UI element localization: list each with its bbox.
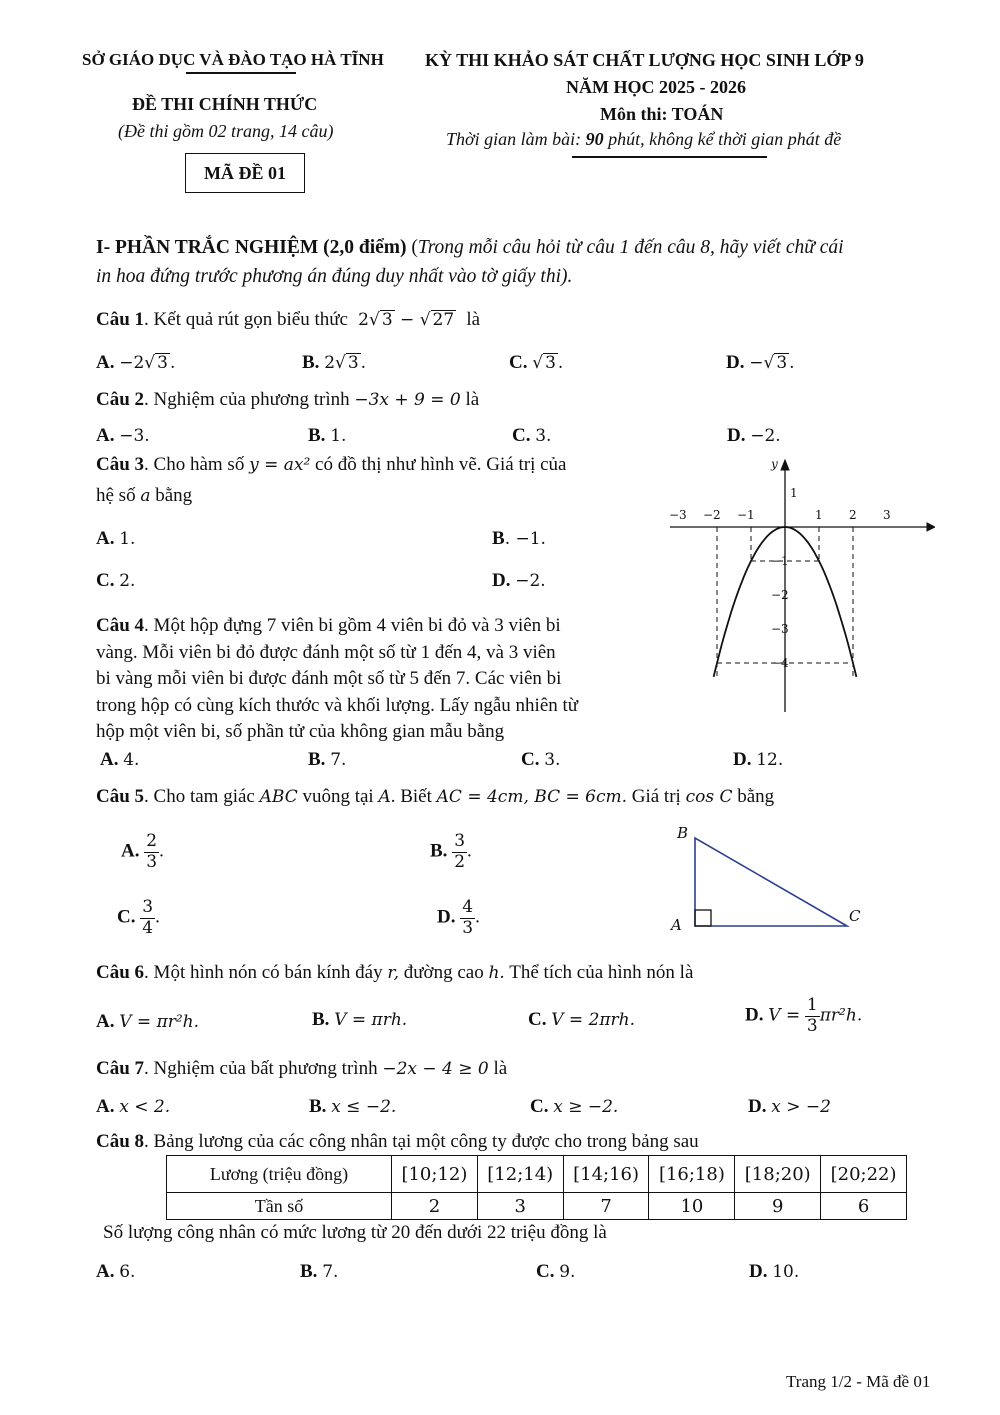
q6-option-d[interactable]: D. V = $\frac{1}{3}$ πr²h. xyxy=(745,995,863,1036)
table-cell-interval: [20;22) xyxy=(821,1156,907,1193)
table-cell-frequency: 7 xyxy=(563,1193,649,1220)
q6-option-a[interactable]: A. V = πr²h. xyxy=(96,1011,200,1032)
header-underline-left xyxy=(186,72,296,74)
x-tick-label: −2 xyxy=(703,508,721,522)
table-cell-frequency: 9 xyxy=(735,1193,821,1220)
y-axis-label: y xyxy=(771,457,778,471)
q3-option-a[interactable]: A. 1. xyxy=(96,528,136,549)
q5-option-d[interactable]: D. $\frac{4}{3}$ . xyxy=(437,897,480,938)
table-header-salary: Lương (triệu đồng) xyxy=(167,1156,392,1193)
table-cell-interval: [16;18) xyxy=(649,1156,735,1193)
q1-stem: Câu 1. Kết quả rút gọn biểu thức 2√ 3 − √ 27 là xyxy=(96,309,481,330)
q2-stem: Câu 2. Nghiệm của phương trình −3x + 9 = 0 là xyxy=(96,389,480,410)
y-axis-arrow xyxy=(781,460,789,470)
q3-option-b[interactable]: B. −1. xyxy=(492,528,546,549)
q3-option-d[interactable]: D. −2. xyxy=(492,570,546,591)
q3-parabola-graph xyxy=(665,450,935,715)
q1-option-c[interactable]: C. √ 3 . xyxy=(509,352,564,373)
right-angle-mark xyxy=(695,910,711,926)
q6-option-b[interactable]: B. V = πrh. xyxy=(312,1009,408,1030)
department-name: SỞ GIÁO DỤC VÀ ĐÀO TẠO HÀ TĨNH xyxy=(82,50,384,69)
table-header-frequency: Tần số xyxy=(167,1193,392,1220)
x-tick-label: 1 xyxy=(815,508,823,522)
q5-option-c[interactable]: C. $\frac{3}{4}$ . xyxy=(117,897,160,938)
page-footer: Trang 1/2 - Mã đề 01 xyxy=(786,1372,931,1391)
q1-option-b[interactable]: B. 2√ 3 . xyxy=(302,352,367,373)
y-tick-label: −4 xyxy=(771,656,789,670)
table-cell-interval: [12;14) xyxy=(477,1156,563,1193)
official-label: ĐỀ THI CHÍNH THỨC xyxy=(132,94,318,114)
table-cell-frequency: 3 xyxy=(477,1193,563,1220)
school-year: NĂM HỌC 2025 - 2026 xyxy=(566,77,746,97)
q5-stem: Câu 5. Cho tam giác ABC vuông tại A. Biết AC = 4cm, BC = 6cm. Giá trị cos C bằng xyxy=(96,786,775,807)
section-note-line2: in hoa đứng trước phương án đúng duy nhất vào tờ giấy thi). xyxy=(96,266,573,287)
q7-option-a[interactable]: A. x < 2. xyxy=(96,1096,171,1117)
q8-stem: Câu 8. Bảng lương của các công nhân tại một công ty được cho trong bảng sau xyxy=(96,1131,699,1152)
q4-option-d[interactable]: D. 12. xyxy=(733,749,784,770)
q1-option-a[interactable]: A. −2√ 3 . xyxy=(96,352,176,373)
q2-option-b[interactable]: B. 1. xyxy=(308,425,347,446)
q4-stem: Câu 4. Một hộp đựng 7 viên bi gồm 4 viên bi đỏ và 3 viên bi vàng. Mỗi viên bi đỏ được đánh một số từ 1 đến 4, và 3 viên bi vàng mỗi viên bi được đánh một số từ 5 đến 7. Các viên bi trong hộp có cùng kích thước và khối lượng. Lấy ngẫu nhiên từ hộp một viên bi, số phần tử của không gian mẫu bằng xyxy=(96,615,579,742)
q4-option-c[interactable]: C. 3. xyxy=(521,749,561,770)
exam-code-box: MÃ ĐỀ 01 xyxy=(185,153,305,193)
q8-option-c[interactable]: C. 9. xyxy=(536,1261,576,1282)
x-tick-label: 3 xyxy=(883,508,891,522)
q8-option-b[interactable]: B. 7. xyxy=(300,1261,339,1282)
pages-note: (Đề thi gồm 02 trang, 14 câu) xyxy=(118,121,334,141)
q8-question: Số lượng công nhân có mức lương từ 20 đến dưới 22 triệu đồng là xyxy=(103,1222,607,1243)
triangle-abc xyxy=(695,838,847,926)
y-tick-label: −2 xyxy=(771,588,789,602)
q7-option-d[interactable]: D. x > −2 xyxy=(748,1096,831,1117)
q7-option-b[interactable]: B. x ≤ −2. xyxy=(309,1096,397,1117)
vertex-b: B xyxy=(677,824,689,842)
table-cell-frequency: 2 xyxy=(392,1193,478,1220)
q3-stem-line1: Câu 3. Cho hàm số y = ax² có đồ thị như hình vẽ. Giá trị của xyxy=(96,454,567,475)
x-tick-label: −1 xyxy=(737,508,755,522)
q3-stem-line2: hệ số a bằng xyxy=(96,485,193,506)
x-axis-arrow xyxy=(927,523,935,531)
vertex-c: C xyxy=(849,907,861,925)
table-cell-interval: [18;20) xyxy=(735,1156,821,1193)
x-tick-label: −3 xyxy=(669,508,687,522)
q6-stem: Câu 6. Một hình nón có bán kính đáy r, đường cao h. Thể tích của hình nón là xyxy=(96,962,694,983)
exam-title: KỲ THI KHẢO SÁT CHẤT LƯỢNG HỌC SINH LỚP 9 xyxy=(425,50,864,70)
table-cell-interval: [14;16) xyxy=(563,1156,649,1193)
q8-option-a[interactable]: A. 6. xyxy=(96,1261,136,1282)
y-tick-label: −1 xyxy=(771,554,789,568)
q2-option-a[interactable]: A. −3. xyxy=(96,425,150,446)
time-note: Thời gian làm bài: 90 phút, không kể thời gian phát đề xyxy=(446,129,842,149)
q3-option-c[interactable]: C. 2. xyxy=(96,570,136,591)
q5-option-b[interactable]: B. $\frac{3}{2}$ . xyxy=(430,831,472,872)
q2-option-d[interactable]: D. −2. xyxy=(727,425,781,446)
table-cell-interval: [10;12) xyxy=(392,1156,478,1193)
q7-stem: Câu 7. Nghiệm của bất phương trình −2x − 4 ≥ 0 là xyxy=(96,1058,508,1079)
section-title: I- PHẦN TRẮC NGHIỆM (2,0 điểm) (Trong mỗi câu hỏi từ câu 1 đến câu 8, hãy viết chữ cái xyxy=(96,237,844,258)
header-underline-right xyxy=(572,156,767,158)
x-tick-label: 2 xyxy=(849,508,857,522)
q5-triangle-figure xyxy=(665,820,875,940)
q6-option-c[interactable]: C. V = 2πrh. xyxy=(528,1009,636,1030)
q8-option-d[interactable]: D. 10. xyxy=(749,1261,800,1282)
table-cell-frequency: 10 xyxy=(649,1193,735,1220)
salary-table xyxy=(166,1155,907,1220)
vertex-a: A xyxy=(671,916,682,934)
y-tick-label: 1 xyxy=(790,486,798,500)
q4-option-b[interactable]: B. 7. xyxy=(308,749,347,770)
q4-option-a[interactable]: A. 4. xyxy=(100,749,140,770)
q5-option-a[interactable]: A. $\frac{2}{3}$ . xyxy=(121,831,164,872)
q2-option-c[interactable]: C. 3. xyxy=(512,425,552,446)
subject: Môn thi: TOÁN xyxy=(600,104,724,124)
q7-option-c[interactable]: C. x ≥ −2. xyxy=(530,1096,619,1117)
q1-option-d[interactable]: D. −√ 3 . xyxy=(726,352,795,373)
table-cell-frequency: 6 xyxy=(821,1193,907,1220)
y-tick-label: −3 xyxy=(771,622,789,636)
